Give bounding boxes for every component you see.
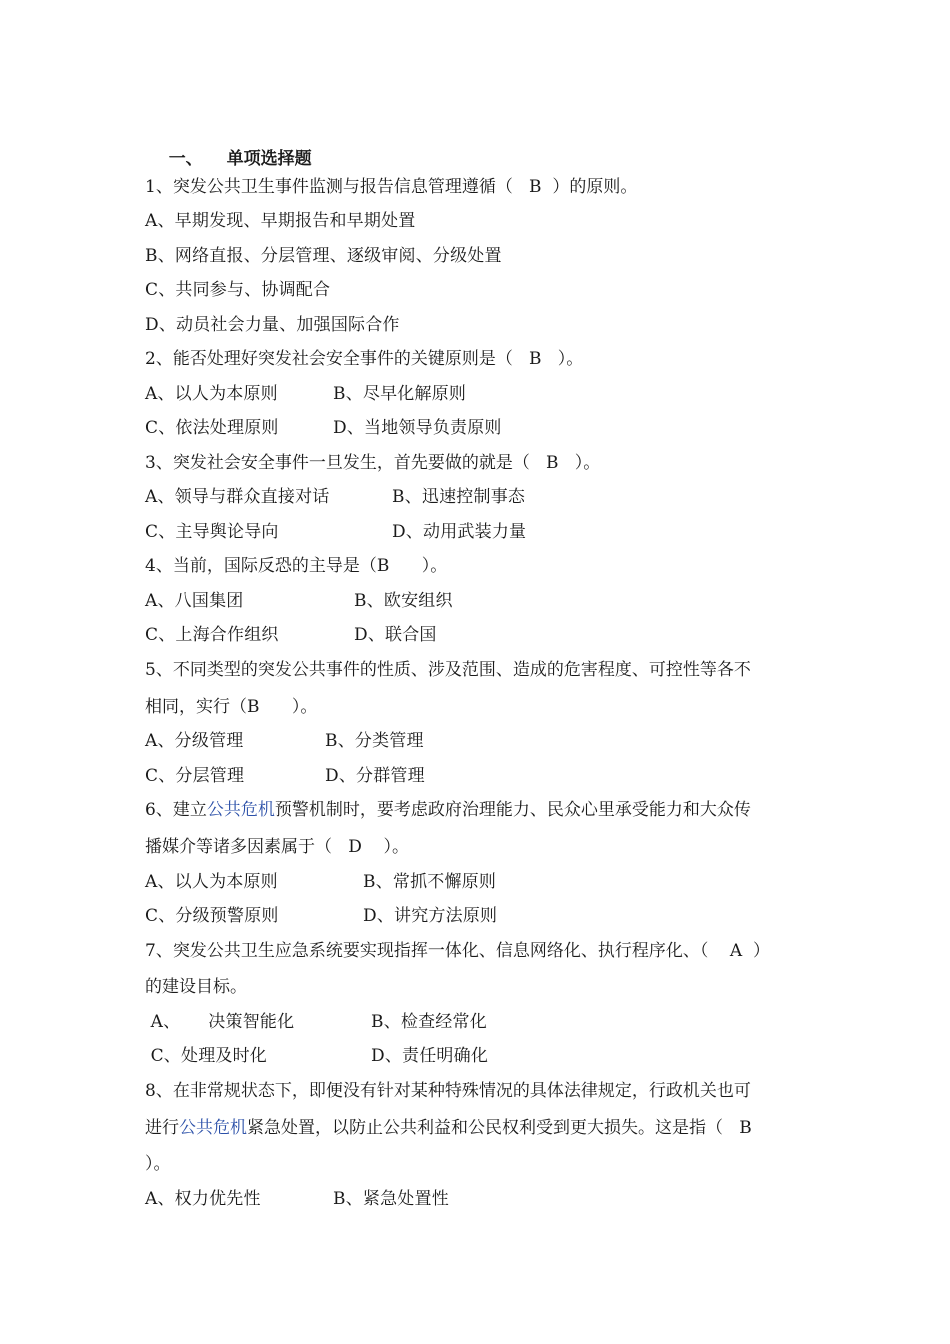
question-7-option-b: B、检查经常化 [371,1012,487,1032]
question-3-option-a: A、领导与群众直接对话 [145,487,330,507]
question-7-option-a: A、 决策智能化 [145,1012,295,1032]
question-6-line-1 [145,799,751,821]
section-number: 一、 [168,149,203,169]
question-5-option-a: A、分级管理 [145,731,244,751]
question-3-option-d: D、动用武装力量 [392,522,527,542]
question-8-line-3: ）。 [145,1154,171,1174]
question-6-text-post: 预警机制时，要考虑政府治理能力、民众心里承受能力和大众传 [274,800,751,820]
question-4: 4、当前，国际反恐的主导是（B ）。 [145,556,448,576]
question-1-option-d: D、动员社会力量、加强国际合作 [145,315,400,335]
question-8-text-post: 紧急处置，以防止公共利益和公民权利受到更大损失。这是指（ B [247,1118,752,1138]
question-7-option-c: C、处理及时化 [145,1046,268,1066]
question-8-option-b: B、紧急处置性 [333,1189,449,1209]
question-6-option-a: A、以人为本原则 [145,872,278,892]
question-2-option-d: D、当地领导负责原则 [333,418,502,438]
question-8-line-1: 8、在非常规状态下，即便没有针对某种特殊情况的具体法律规定，行政机关也可 [145,1081,751,1101]
question-3: 3、突发社会安全事件一旦发生，首先要做的就是（ B ）。 [145,453,601,473]
question-7-line-2: 的建设目标。 [145,977,247,997]
section-title: 单项选择题 [226,149,312,169]
question-4-option-a: A、八国集团 [145,591,244,611]
question-2-option-a: A、以人为本原则 [145,384,278,404]
question-2-option-c: C、依法处理原则 [145,418,279,438]
question-6-text-pre: 6、建立 [145,800,207,820]
question-8-highlight: 公共危机 [179,1118,247,1138]
question-1-option-a: A、早期发现、早期报告和早期处置 [145,211,416,231]
question-5-option-c: C、分层管理 [145,766,245,786]
question-7-line-1: 7、突发公共卫生应急系统要实现指挥一体化、信息网络化、执行程序化、（ A ） [145,941,771,961]
question-8-option-a: A、权力优先性 [145,1189,261,1209]
question-5-option-d: D、分群管理 [325,766,425,786]
question-2: 2、能否处理好突发社会安全事件的关键原则是（ B ）。 [145,349,584,369]
question-6-option-d: D、讲究方法原则 [363,906,498,926]
question-1-option-b: B、网络直报、分层管理、逐级审阅、分级处置 [145,246,502,266]
question-3-option-c: C、主导舆论导向 [145,522,279,542]
question-6-line-2: 播媒介等诸多因素属于（ D ）。 [145,837,409,857]
question-6-highlight: 公共危机 [206,800,275,820]
question-4-option-c: C、上海合作组织 [145,625,279,645]
question-1-option-c: C、共同参与、协调配合 [145,280,331,300]
question-5-line-2: 相同，实行（B ）。 [145,697,318,717]
question-5-line-1: 5、不同类型的突发公共事件的性质、涉及范围、造成的危害程度、可控性等各不 [145,660,751,680]
question-4-option-b: B、欧安组织 [354,591,453,611]
question-8-line-2 [145,1117,752,1139]
question-1: 1、突发公共卫生事件监测与报告信息管理遵循（ B ）的原则。 [145,177,638,197]
question-2-option-b: B、尽早化解原则 [333,384,467,404]
question-4-option-d: D、联合国 [354,625,437,645]
question-6-option-b: B、常抓不懈原则 [363,872,497,892]
question-3-option-b: B、迅速控制事态 [392,487,526,507]
question-5-option-b: B、分类管理 [325,731,424,751]
question-8-text-pre: 进行 [145,1118,179,1138]
question-7-option-d: D、责任明确化 [371,1046,489,1066]
question-6-option-c: C、分级预警原则 [145,906,279,926]
